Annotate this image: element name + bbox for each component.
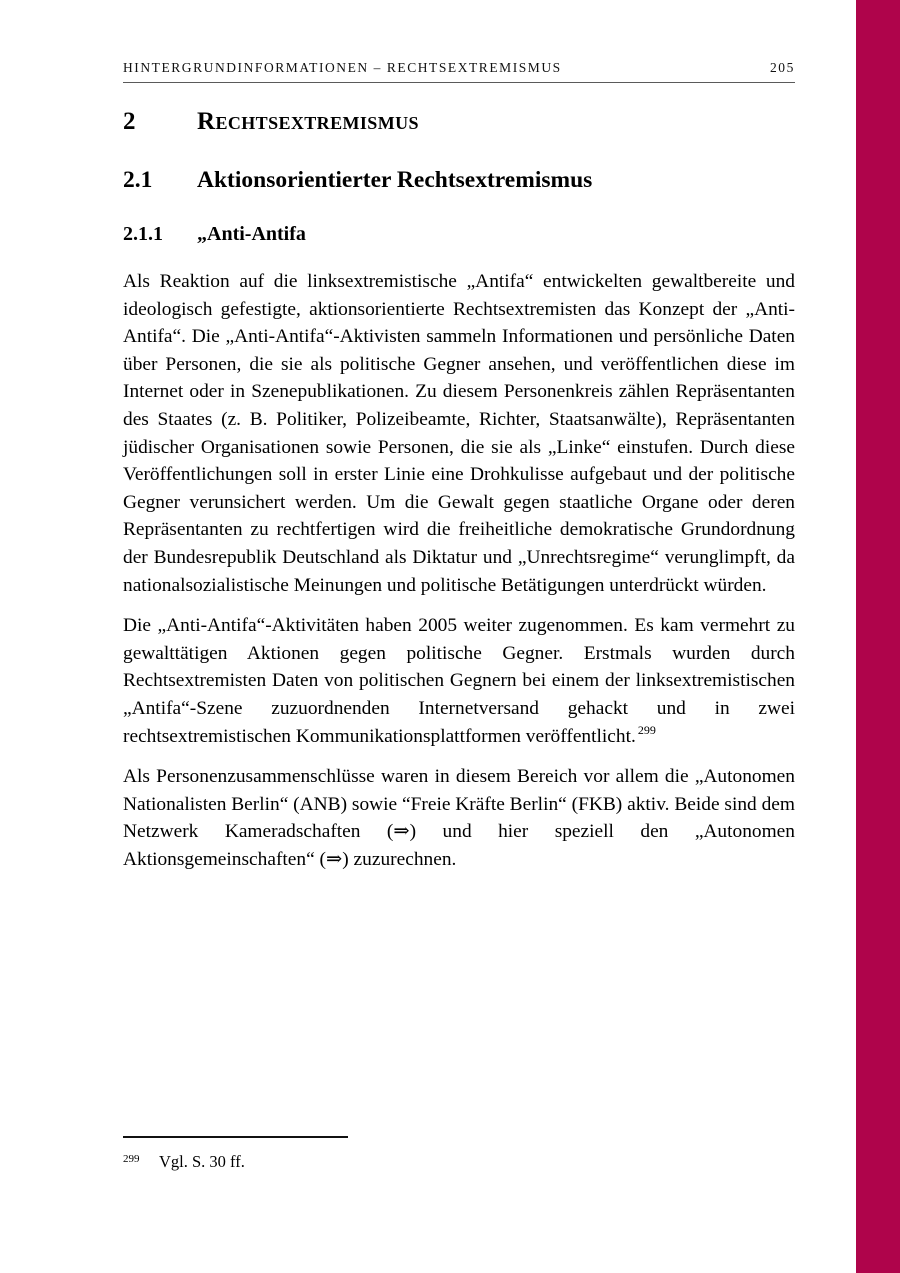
page-edge-accent-bar [856,0,900,1273]
running-head [123,60,795,83]
running-head-title: HINTERGRUNDINFORMATIONEN – RECHTSEXTREMISMUS [123,60,562,75]
page-number: 205 [769,60,795,75]
paragraph-2-text: Die „Anti-Antifa“-Aktivitäten haben 2005 weiter zugenommen. Es kam vermehrt zu gewalttätigen Aktionen gegen politische Gegner. Erstmals wurden durch Rechtsextremisten Daten von politischen Gegnern bei einem der linksextremistischen „Antifa“-Szene zuzuordnenden Internetversand gehackt und in zwei rechtsextremistischen Kommunikationsplattformen veröffentlicht. [123,615,795,747]
subsection-heading [123,223,795,246]
paragraph-2 [123,612,795,750]
footnote-item [123,1152,795,1174]
paragraph-3: Als Personenzusammenschlüsse waren in diesem Bereich vor allem die „Autonomen Nationalisten Berlin“ (ANB) sowie “Freie Kräfte Berlin“ (FKB) aktiv. Beide sind dem Netzwerk Kameradschaften (⇒) und hier speziell den „Autonomen Aktionsgemeinschaften“ (⇒) zuzurechnen. [123,766,795,870]
chapter-title: Rechtsextremismus [197,108,419,135]
paragraph-1: Als Reaktion auf die linksextremistische „Antifa“ entwickelten gewaltbereite und ideologisch gefestigte, aktionsorientierte Rechtsextremisten das Konzept der „Anti-Antifa“. Die „Anti-Antifa“-Aktivisten sammeln Informationen und persönliche Daten über Personen, die sie als politische Gegner ansehen, und veröffentlichen diese im Internet oder in Szenepublikationen. Zu diesem Personenkreis zählen Repräsentanten des Staates (z. B. Politiker, Polizeibeamte, Richter, Staatsanwälte), Repräsentanten jüdischer Organisationen sowie Personen, die sie als „Linke“ einstufen. Durch diese Veröffentlichungen soll in erster Linie eine Drohkulisse aufgebaut und der politische Gegner verunsichert werden. Um die Gewalt gegen staatliche Organe oder deren Repräsentanten zu rechtfertigen wird die freiheitliche demokratische Grundordnung der Bundesrepublik Deutschland als Diktatur und „Unrechtsregime“ verunglimpft, da nationalsozialistische Meinungen und politische Betätigungen unterdrückt würden. [123,271,795,596]
chapter-number: 2 [123,108,136,135]
footnote-text: Vgl. S. 30 ff. [159,1152,245,1171]
section-number: 2.1 [123,167,153,193]
footnote-number: 299 [123,1153,140,1165]
chapter-heading [123,108,795,136]
subsection-title: „Anti-Antifa [197,223,306,245]
footnote-area [123,1136,795,1174]
footnote-reference-299[interactable]: 299 [637,723,656,738]
footnote-separator-rule [123,1136,348,1138]
section-title: Aktionsorientierter Rechtsextremismus [197,167,593,193]
body-text [123,268,795,873]
subsection-number: 2.1.1 [123,223,163,245]
section-heading [123,167,795,194]
